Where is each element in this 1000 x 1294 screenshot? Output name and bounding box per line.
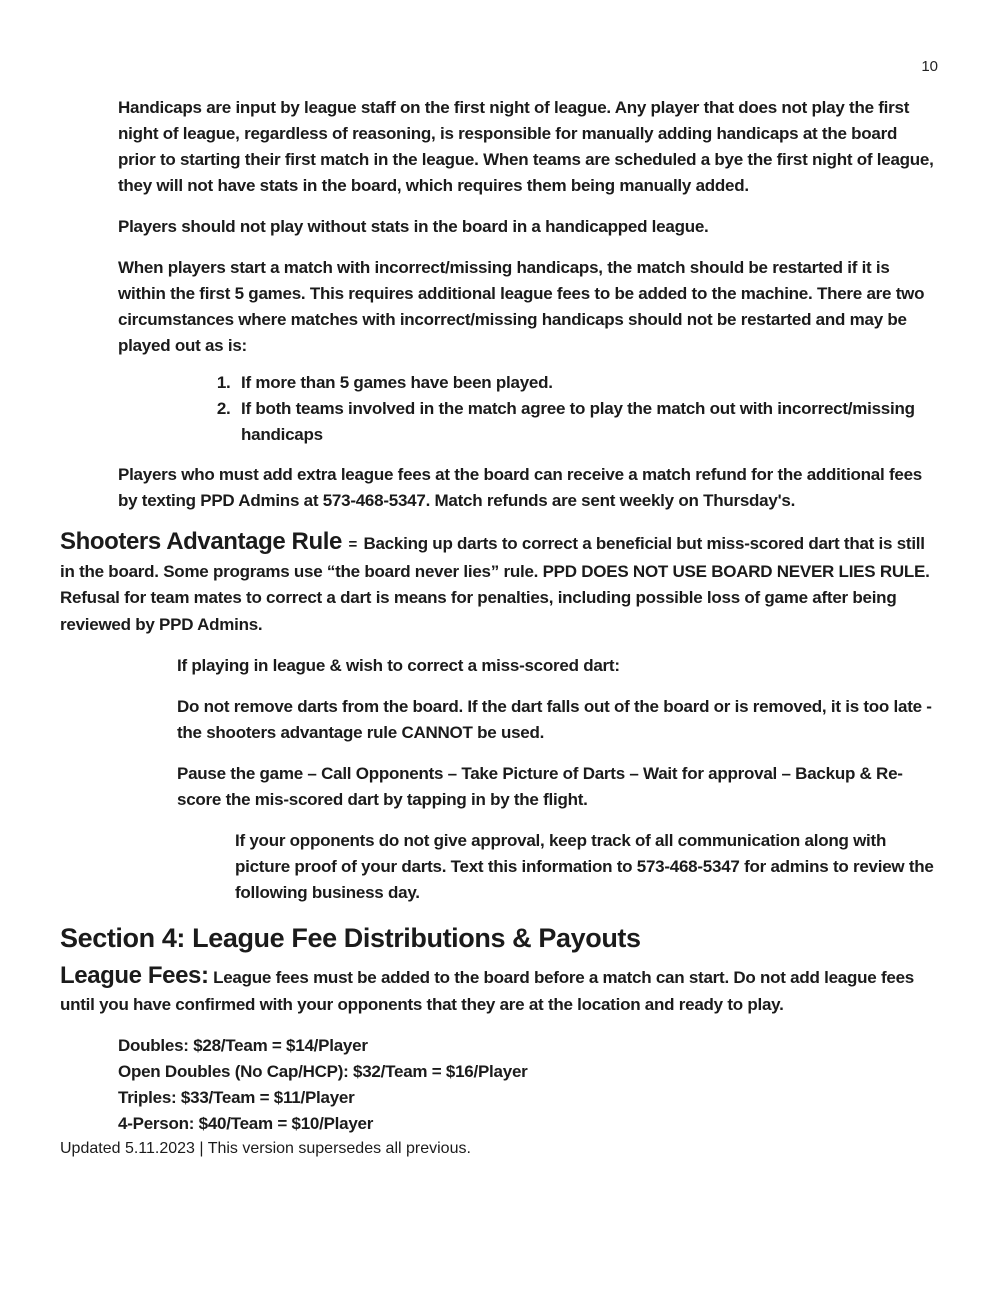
league-fees-label: League Fees:: [60, 962, 209, 989]
league-fees-block: [60, 963, 938, 1018]
step-do-not-remove: Do not remove darts from the board. If the dart falls out of the board or is removed, it is too late - the shooters advantage rule CANNOT be used.: [177, 697, 932, 742]
paragraph-no-stats: Players should not play without stats in the board in a handicapped league.: [118, 217, 709, 236]
step-no-approval: If your opponents do not give approval, keep track of all communication along with picture proof of your darts. Text this information to 573-468-5347 for admins to review the following business day.: [235, 831, 934, 902]
shooters-advantage-rule: [60, 529, 938, 638]
fee-rate-open-doubles: Open Doubles (No Cap/HCP): $32/Team = $16/Player: [118, 1062, 528, 1081]
league-fees-body: League fees must be added to the board before a match can start. Do not add league fees until you have confirmed with your opponents that they are at the location and ready to play.: [60, 968, 914, 1014]
page-footer: Updated 5.11.2023 | This version supersedes all previous.: [60, 1140, 471, 1157]
exception-item-1: 1. If more than 5 games have been played.: [235, 370, 938, 396]
section4-heading: Section 4: League Fee Distributions & Payouts: [60, 923, 641, 953]
shooters-advantage-body: Backing up darts to correct a beneficial but miss-scored dart that is still in the board. Some programs use “the board never lies” rule. PPD DOES NOT USE BOARD NEVER LIES RULE. Refusal for team mates to correct a dart is means for penalties, including possible loss of game after being reviewed by PPD Admins.: [60, 534, 930, 634]
fee-rate-triples: Triples: $33/Team = $11/Player: [118, 1088, 355, 1107]
page-number: 10: [921, 58, 938, 75]
step-pause-process: Pause the game – Call Opponents – Take Picture of Darts – Wait for approval – Backup & Re-score the mis-scored dart by tapping in by the flight.: [177, 764, 903, 809]
paragraph-restart-rules: When players start a match with incorrect/missing handicaps, the match should be restarted if it is within the first 5 games. This requires additional league fees to be added to the machine. There are two circumstances where matches with incorrect/missing handicaps should not be restarted and may be played out as is:: [118, 258, 925, 355]
fee-rates-list: [118, 1033, 938, 1137]
paragraph-handicaps-input: Handicaps are input by league staff on the first night of league. Any player that does not play the first night of league, regardless of reasoning, is responsible for manually adding handicaps at the board prior to starting their first match in the league. When teams are scheduled a bye the first night of league, they will not have stats in the board, which requires them being manually added.: [118, 98, 934, 195]
exception-list: [207, 370, 938, 448]
shooters-advantage-heading: Shooters Advantage Rule: [60, 528, 342, 555]
equals-separator: =: [348, 536, 357, 553]
document-body: [60, 95, 938, 1159]
fee-rate-4-person: 4-Person: $40/Team = $10/Player: [118, 1114, 374, 1133]
paragraph-match-refunds: Players who must add extra league fees at the board can receive a match refund for the additional fees by texting PPD Admins at 573-468-5347. Match refunds are sent weekly on Thursday's.: [118, 465, 922, 510]
fee-rate-doubles: Doubles: $28/Team = $14/Player: [118, 1036, 368, 1055]
step-correct-dart-intro: If playing in league & wish to correct a miss-scored dart:: [177, 656, 620, 675]
exception-item-2: 2. If both teams involved in the match agree to play the match out with incorrect/missing handicaps: [235, 396, 938, 448]
